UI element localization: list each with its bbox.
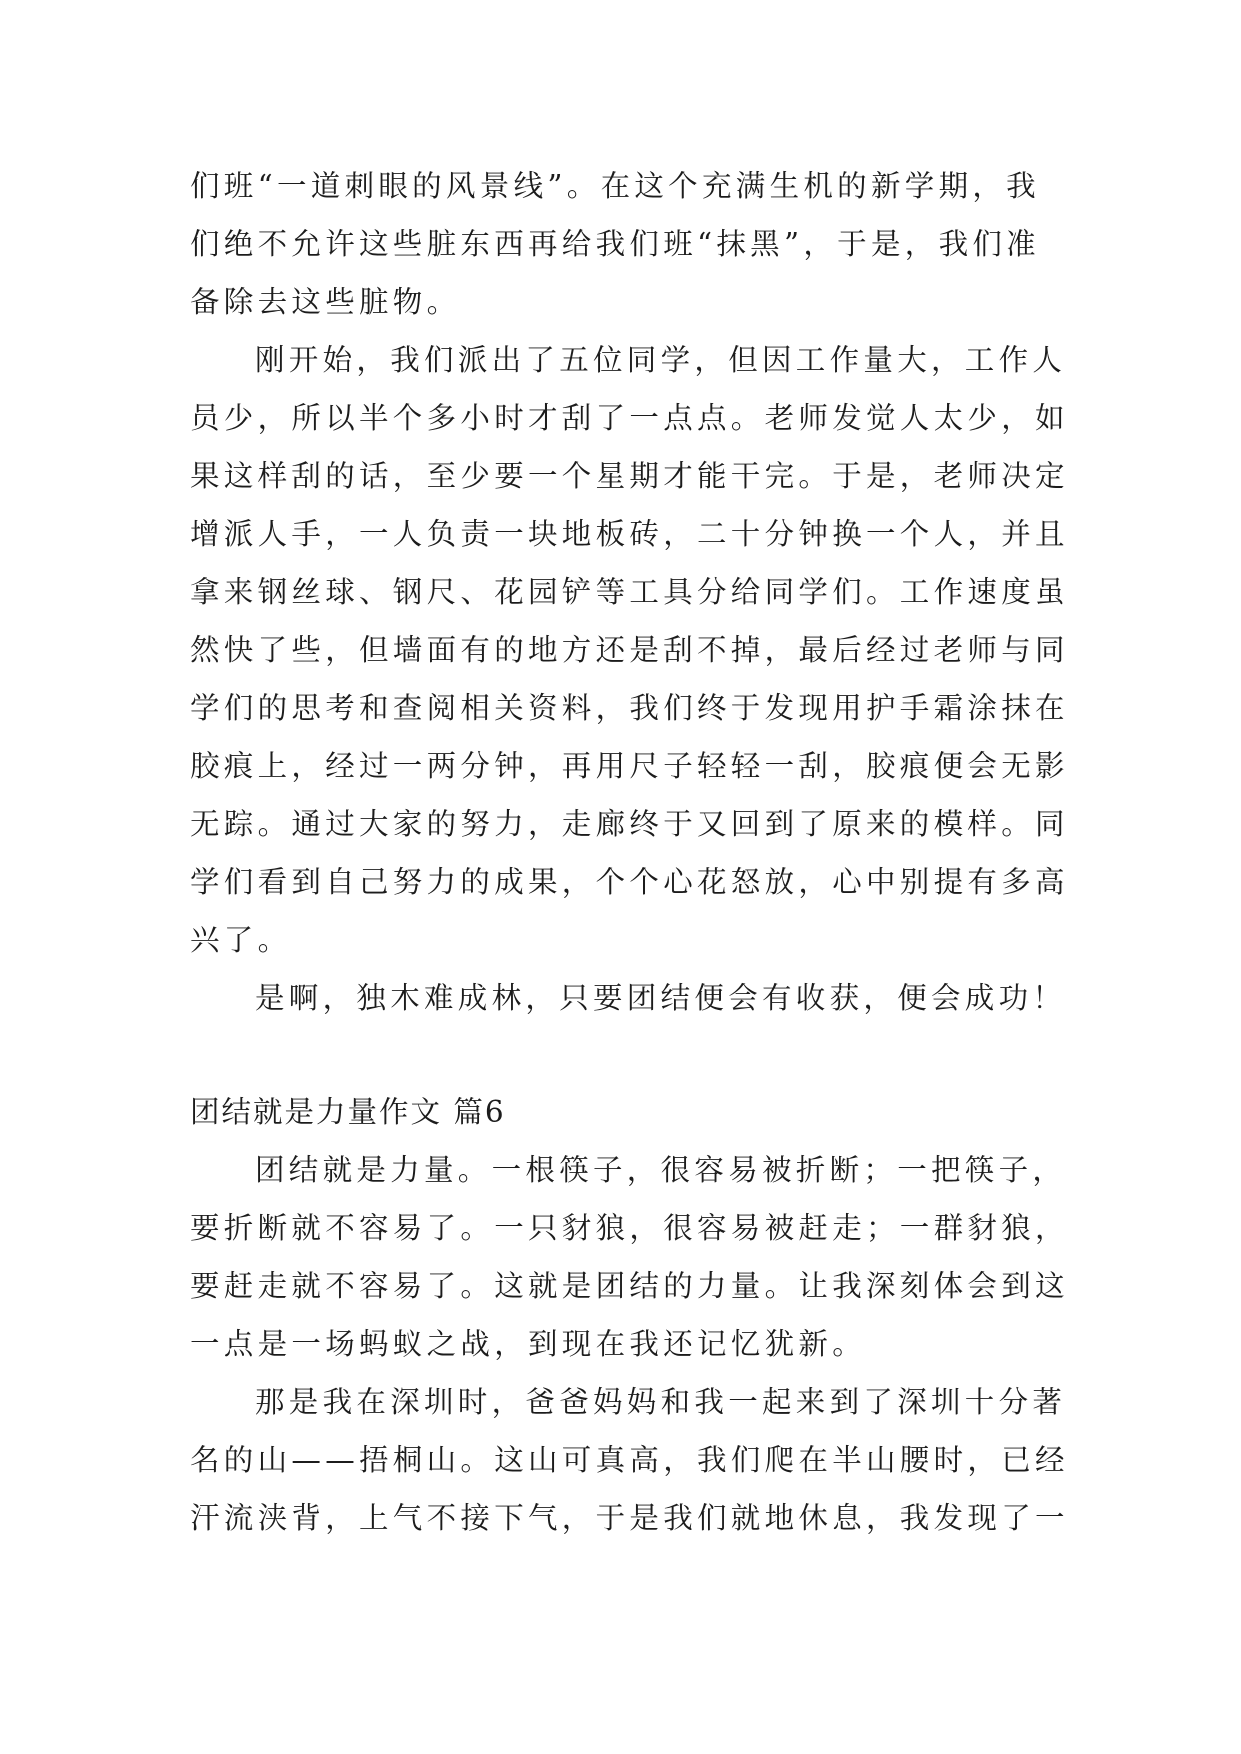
text-line: 要赶走就不容易了。这就是团结的力量。让我深刻体会到这 [190,1269,1069,1303]
text-line: 果这样刮的话，至少要一个星期才能干完。于是，老师决定 [190,459,1069,493]
text-line: 学们的思考和查阅相关资料，我们终于发现用护手霜涂抹在 [190,691,1069,725]
text-line: 那是我在深圳时，爸爸妈妈和我一起来到了深圳十分著 [255,1385,1067,1419]
text-line: 员少，所以半个多小时才刮了一点点。老师发觉人太少，如 [190,401,1069,435]
text-line: 一点是一场蚂蚁之战，到现在我还记忆犹新。 [190,1327,867,1361]
text-line: 要折断就不容易了。一只豺狼，很容易被赶走；一群豺狼， [190,1211,1069,1245]
text-line: 汗流浃背，上气不接下气，于是我们就地休息，我发现了一 [190,1501,1069,1535]
text-line: 无踪。通过大家的努力，走廊终于又回到了原来的模样。同 [190,807,1069,841]
text-line: 然快了些，但墙面有的地方还是刮不掉，最后经过老师与同 [190,633,1069,667]
text-line: 拿来钢丝球、钢尺、花园铲等工具分给同学们。工作速度虽 [190,575,1069,609]
text-line: 备除去这些脏物。 [190,285,461,319]
text-line: 胶痕上，经过一两分钟，再用尺子轻轻一刮，胶痕便会无影 [190,749,1069,783]
text-line: 是啊，独木难成林，只要团结便会有收获，便会成功！ [255,981,1067,1015]
text-line: 们班“一道刺眼的风景线”。在这个充满生机的新学期，我 [190,169,1040,203]
text-line: 名的山——捂桐山。这山可真高，我们爬在半山腰时，已经 [190,1443,1069,1477]
text-line: 增派人手，一人负责一块地板砖，二十分钟换一个人，并且 [190,517,1069,551]
text-line: 兴了。 [190,923,292,957]
text-line: 学们看到自己努力的成果，个个心花怒放，心中别提有多高 [190,865,1069,899]
text-line: 刚开始，我们派出了五位同学，但因工作量大，工作人 [255,343,1067,377]
text-line: 们绝不允许这些脏东西再给我们班“抹黑”，于是，我们准 [190,227,1040,261]
section-heading: 团结就是力量作文 篇6 [190,1095,506,1129]
text-line: 团结就是力量。一根筷子，很容易被折断；一把筷子， [255,1153,1067,1187]
